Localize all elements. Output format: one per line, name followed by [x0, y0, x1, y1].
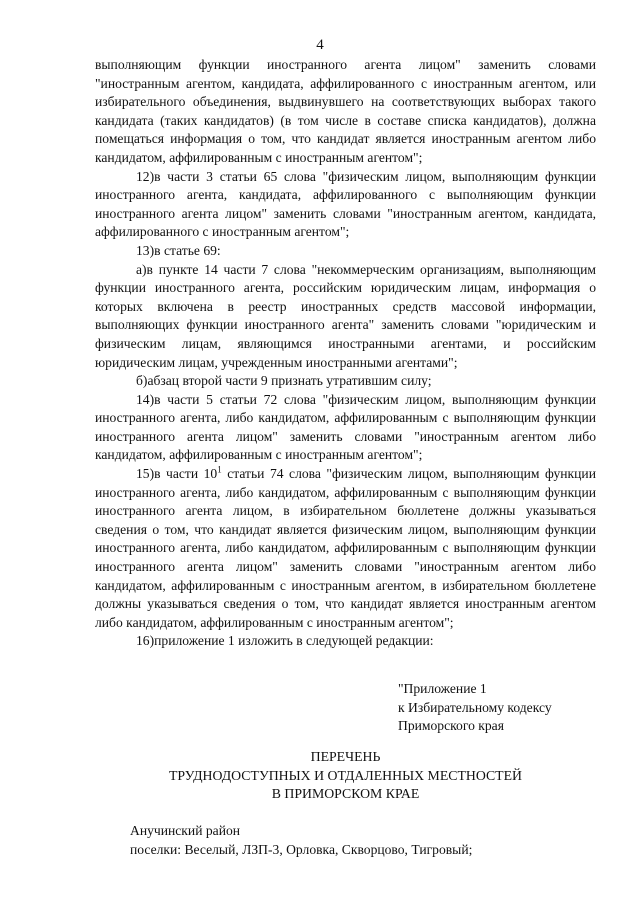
document-body: [95, 56, 596, 651]
appendix-header-line: "Приложение 1: [398, 681, 487, 696]
paragraph-item-13a: а)в пункте 14 части 7 слова "некоммерческим организациям, выполняющим функции иностранного агента, российским юридическим лицам, информация о которых включена в реестр иностранных средств массовой информации, выполняющих функции иностранного агента" заменить словами "юридическим и физическим лицам, являющимся иностранными агентами, и российским юридическим лицам, учрежденным иностранными агентами";: [95, 261, 596, 370]
paragraph-item-16: 16)приложение 1 изложить в следующей редакции:: [136, 633, 434, 649]
appendix-header-line: Приморского края: [398, 718, 504, 734]
appendix-header: [398, 680, 618, 736]
paragraph-item-13b: б)абзац второй части 9 признать утратившим силу;: [136, 373, 432, 389]
paragraph-item-14: 14)в части 5 статьи 72 слова "физическим лицом, выполняющим функции иностранного агента, либо кандидатом, аффилированным с выполняющим функции иностранного агента лицом" заменить словами "иностранным агентом либо кандидатом, аффилированным с иностранным агентом";: [95, 391, 596, 463]
district-name: Анучинский район: [130, 823, 241, 838]
district-settlements: поселки: Веселый, ЛЗП-3, Орловка, Скворцово, Тигровый;: [130, 841, 473, 857]
paragraph-item-15-start: 15)в части 10: [136, 466, 218, 482]
list-title-line: ТРУДНОДОСТУПНЫХ И ОТДАЛЕННЫХ МЕСТНОСТЕЙ: [168, 767, 522, 783]
paragraph-item-13: 13)в статье 69:: [136, 242, 221, 258]
paragraph-item-15: [95, 465, 596, 632]
page-number: 4: [316, 37, 324, 53]
paragraph-continuation: выполняющим функции иностранного агента лицом" заменить словами "иностранным агентом, кандидата, аффилированного с иностранным агентом, или избирательного объединения, выдвинувшего на соответствующих выборах такого кандидата (таких кандидатов) (в том числе в составе списка кандидатов), должна помещаться информация о том, что кандидат является иностранным агентом либо кандидатом, аффилированным с иностранным агентом";: [95, 57, 596, 165]
appendix-header-line: к Избирательному кодексу: [398, 699, 552, 715]
paragraph-item-15-rest: статьи 74 слова "физическим лицом, выполняющим функции иностранного агента, либо кандидатом, аффилированным с выполняющим функции иностранного агента лицом, в избирательном бюллетене должны указываться сведения о том, что кандидат является физическим лицом, выполняющим функции иностранного агента, либо кандидатом, аффилированным с выполняющим функции иностранного агента лицом" заменить словами "иностранным агентом либо кандидатом, аффилированным с иностранным агентом, в избирательном бюллетене должны указываться сведения о том, что кандидат является иностранным агентом либо кандидатом, аффилированным с иностранным агентом";: [95, 466, 596, 630]
paragraph-item-12: 12)в части 3 статьи 65 слова "физическим лицом, выполняющим функции иностранного агента, кандидата, аффилированного с выполняющим функции иностранного агента лицом" заменить словами "иностранным агентом, кандидата, аффилированного с иностранным агентом";: [95, 168, 596, 240]
district-list: [130, 822, 600, 859]
superscript-index: 1: [217, 464, 222, 475]
list-title-line: ПЕРЕЧЕНЬ: [310, 749, 381, 764]
list-title: [95, 748, 596, 804]
list-title-line: В ПРИМОРСКОМ КРАЕ: [271, 786, 420, 802]
